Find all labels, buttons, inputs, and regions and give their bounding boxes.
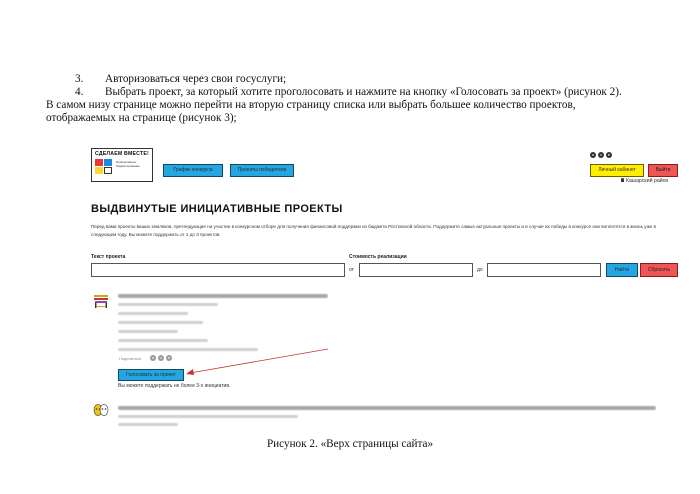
figure-caption: Рисунок 2. «Верх страницы сайта» [266, 438, 434, 450]
region-label[interactable] [621, 178, 668, 184]
site-logo[interactable] [91, 148, 153, 182]
project-line-blurred [118, 423, 178, 426]
telegram-icon[interactable]: ➤ [607, 153, 611, 157]
logo-subtitle: Инициативное бюджетирование [116, 160, 140, 168]
project-line-blurred [118, 415, 298, 418]
location-pin-icon [621, 178, 624, 182]
list-number: 3. [75, 73, 84, 85]
list-item-4 [75, 86, 622, 99]
winners-button[interactable]: Проекты победители [230, 164, 294, 177]
project-title-blurred [118, 294, 328, 298]
vk-icon[interactable]: в [590, 152, 596, 158]
cost-filter-label: Стоимость реализации [349, 254, 407, 260]
vote-button[interactable]: Голосовать за проект [118, 369, 184, 381]
logo-title: СДЕЛАЕМ ВМЕСТЕ! [95, 151, 149, 157]
page-title: ВЫДВИНУТЫЕ ИНИЦИАТИВНЫЕ ПРОЕКТЫ [91, 203, 343, 215]
vk-share-icon[interactable]: в [150, 355, 156, 361]
schedule-button[interactable]: График конкурса [163, 164, 223, 177]
project-line-blurred [118, 339, 208, 342]
project-text-input[interactable] [91, 263, 345, 277]
list-text: Авторизоваться через свои госуслуги; [105, 73, 287, 85]
find-button[interactable]: Найти [606, 263, 638, 277]
ok-share-icon[interactable]: о [158, 355, 164, 361]
cost-from-input[interactable] [359, 263, 473, 277]
logo-square-blue [104, 159, 112, 166]
ok-icon[interactable]: о [598, 152, 604, 158]
project-line-blurred [118, 330, 178, 333]
project-line-blurred [118, 321, 203, 324]
region-name: Кашарский район [626, 178, 669, 184]
to-label: до [477, 267, 483, 273]
reset-button[interactable]: Сбросить [640, 263, 678, 277]
from-label: от [349, 267, 354, 273]
project-bench-icon [93, 293, 109, 309]
list-item-3 [75, 73, 286, 86]
list-number: 4. [75, 86, 84, 98]
paragraph-line-1: В самом низу странице можно перейти на вторую страницу списка или выбрать большее количество проектов, [46, 99, 576, 111]
project-title-blurred [118, 406, 656, 410]
text-filter-label: Текст проекта [91, 254, 126, 260]
logo-square-red [95, 159, 103, 166]
paragraph-line-2: отображаемых на странице (рисунок 3); [46, 112, 237, 124]
list-text: Выбрать проект, за который хотите проголосовать и нажмите на кнопку «Голосовать за проект» (рисунок 2). [105, 86, 622, 98]
logout-button[interactable]: Выйти [648, 164, 678, 177]
annotation-arrow [184, 346, 334, 376]
logo-square-yellow [95, 167, 103, 174]
project-masks-icon [93, 402, 109, 418]
intro-text: Перед вами проекты ваших земляков, претендующие на участие в конкурсном отборе для получения финансовой поддержки из бюджета Ростовской области. Поддержите самые актуальные проекты и в случае их победы в конкурсе они воплотятся в жизнь уже в следующем году. Вы можете поддержать от 1 до 3 проектов. [91, 224, 656, 237]
project-line-blurred [118, 303, 218, 306]
telegram-share-icon[interactable]: ➤ [167, 356, 171, 360]
share-label: Поделиться [119, 356, 142, 361]
cost-to-input[interactable] [487, 263, 601, 277]
project-line-blurred [118, 312, 188, 315]
website-screenshot [88, 146, 680, 428]
vote-limit-note: Вы можете поддержать не более 3-х инициатив. [118, 383, 231, 389]
account-button[interactable]: Личный кабинет [590, 164, 644, 177]
logo-square-white [104, 167, 112, 174]
